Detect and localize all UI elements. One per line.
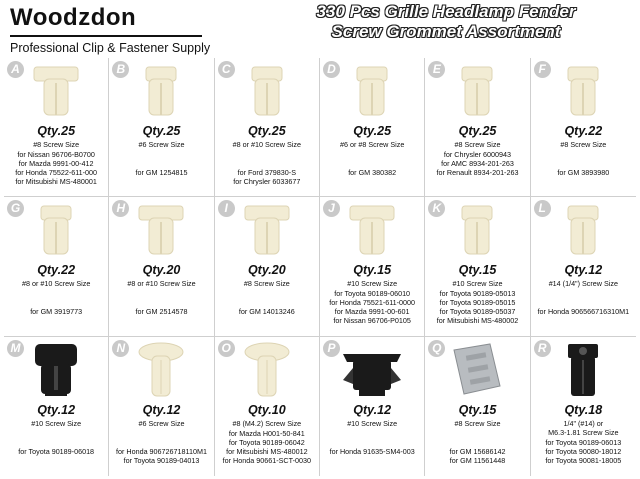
part-letter-badge: M [7, 340, 24, 357]
part-quantity: Qty.15 [458, 263, 497, 278]
fitment-line: for Toyota 90189-05037 [439, 307, 516, 317]
fitment-list [4, 447, 108, 456]
part-letter-badge: D [323, 61, 340, 78]
part-cell-p [320, 337, 425, 476]
fitment-list [109, 307, 213, 316]
screw-size [215, 279, 319, 288]
fitment-line: for GM 2514578 [135, 307, 188, 317]
screw-size [215, 140, 319, 149]
fitment-list [109, 168, 213, 177]
fitment-line: for AMC 8934-201-263 [441, 159, 514, 168]
part-cell-e [425, 58, 530, 197]
fitment-line: for Honda 75521-611-0000 [329, 298, 416, 308]
screw-size [425, 419, 529, 428]
fitment-line: for Toyota 90189-05015 [439, 298, 516, 308]
fitment-list [4, 307, 108, 316]
screw-size [4, 279, 108, 288]
part-letter-badge: G [7, 200, 24, 217]
part-quantity: Qty.25 [353, 124, 392, 138]
screw-size-line: #8 Screw Size [454, 140, 501, 149]
screw-size-line: M6.3-1.81 Screw Size [548, 427, 619, 437]
fitment-line: for Honda 90661-SCT-0030 [222, 455, 311, 465]
part-cell-r [531, 337, 636, 476]
part-quantity: Qty.15 [458, 402, 497, 417]
part-quantity: Qty.12 [37, 402, 76, 417]
screw-size [320, 140, 424, 149]
fitment-line: for GM 1254815 [135, 168, 188, 177]
part-quantity: Qty.22 [564, 124, 603, 138]
part-cell-f [531, 58, 636, 197]
screw-size-line: #6 or #8 Screw Size [340, 140, 405, 149]
screw-size [531, 140, 636, 149]
brand-block [10, 4, 210, 55]
screw-size-line: #8 (M4.2) Screw Size [232, 418, 302, 428]
screw-size [4, 419, 108, 428]
fitment-line: for Toyota 90189-06010 [334, 289, 411, 299]
part-quantity: Qty.25 [37, 124, 76, 138]
fitment-list [425, 447, 529, 465]
fitment-line: for GM 380382 [348, 168, 397, 177]
fitment-line: for Honda 75522-611-000 [15, 168, 98, 177]
screw-size-line: #6 Screw Size [138, 140, 185, 149]
screw-size-line: 1/4" (#14) or [563, 418, 604, 428]
part-quantity: Qty.18 [564, 402, 603, 417]
part-quantity: Qty.25 [142, 124, 181, 138]
part-letter-badge: P [323, 340, 340, 357]
fitment-line: for Honda 906726718110M1 [116, 446, 207, 456]
screw-size [531, 279, 636, 288]
fitment-line: for Toyota 90189-04013 [123, 455, 200, 465]
screw-size-line: #10 Screw Size [347, 279, 398, 289]
part-quantity: Qty.22 [37, 263, 76, 278]
fitment-line: for Toyota 90189-06018 [18, 446, 95, 456]
fitment-list [4, 150, 108, 186]
part-cell-g [4, 197, 109, 336]
part-cell-n [109, 337, 214, 476]
fitment-line: for Mazda 9991-00-601 [334, 307, 410, 317]
part-cell-a [4, 58, 109, 197]
part-letter-badge: B [112, 61, 129, 78]
part-letter-badge: H [112, 200, 129, 217]
header [0, 0, 640, 58]
part-letter-badge: J [323, 200, 340, 217]
part-cell-b [109, 58, 214, 197]
fitment-list [215, 429, 319, 465]
fitment-list [215, 307, 319, 316]
part-quantity: Qty.25 [247, 124, 286, 138]
part-quantity: Qty.12 [564, 263, 603, 278]
part-cell-d [320, 58, 425, 197]
screw-size-line: #8 Screw Size [33, 140, 80, 149]
parts-grid [4, 58, 636, 476]
fitment-line: for GM 15686142 [449, 446, 506, 456]
part-cell-o [215, 337, 320, 476]
screw-size-line: #10 Screw Size [347, 418, 398, 428]
screw-size-line: #8 Screw Size [560, 140, 607, 149]
part-letter-badge: O [218, 340, 235, 357]
fitment-line: for Mitsubishi MS-480012 [226, 446, 308, 456]
screw-size [109, 419, 213, 428]
fitment-line: for GM 3919773 [30, 307, 83, 317]
screw-size [425, 279, 529, 288]
part-letter-badge: C [218, 61, 235, 78]
fitment-line: for Nissan 96706-B0700 [17, 150, 95, 159]
fitment-line: for GM 14013246 [238, 307, 295, 317]
part-quantity: Qty.12 [142, 402, 181, 417]
part-quantity: Qty.25 [458, 124, 497, 138]
fitment-list [320, 447, 424, 456]
part-quantity: Qty.20 [142, 263, 181, 278]
screw-size-line: #10 Screw Size [452, 279, 503, 289]
fitment-list [215, 168, 319, 186]
screw-size-line: #8 Screw Size [243, 279, 290, 289]
part-letter-badge: E [428, 61, 445, 78]
fitment-list [109, 447, 213, 465]
screw-size [320, 279, 424, 288]
fitment-line: for Honda 91635-SM4-003 [329, 446, 415, 456]
screw-size-line: #8 Screw Size [454, 418, 501, 428]
brand-name: Woodzdon [10, 4, 137, 31]
screw-size-line: #8 or #10 Screw Size [232, 140, 301, 149]
fitment-line: for Toyota 90189-06042 [228, 437, 305, 447]
screw-size [425, 140, 529, 149]
fitment-line: for Ford 379830-S [237, 168, 296, 177]
fitment-line: for GM 11561448 [449, 455, 506, 465]
fitment-list [531, 438, 636, 465]
part-letter-badge: L [534, 200, 551, 217]
fitment-line: for Mazda H001-50-841 [228, 428, 305, 438]
fitment-line: for Toyota 90189-06013 [545, 437, 622, 447]
title-line-2: Screw Grommet Assortment [331, 22, 561, 41]
fitment-line: for Mitsubishi MS-480001 [15, 177, 97, 186]
screw-size-line: #8 or #10 Screw Size [22, 279, 91, 289]
screw-size-line: #6 Screw Size [138, 418, 185, 428]
fitment-line: for GM 3893980 [557, 168, 610, 177]
brand-tagline: Professional Clip & Fastener Supply [10, 41, 211, 55]
screw-size [109, 140, 213, 149]
part-cell-c [215, 58, 320, 197]
part-letter-badge: A [7, 61, 24, 78]
part-quantity: Qty.12 [353, 402, 392, 417]
fitment-line: for Toyota 90080-18012 [545, 446, 622, 456]
fitment-line: for Toyota 90189-05013 [439, 289, 516, 299]
part-letter-badge: N [112, 340, 129, 357]
part-quantity: Qty.15 [353, 263, 392, 278]
brand-divider [10, 35, 202, 37]
fitment-line: for Mazda 9991-00-412 [18, 159, 94, 168]
screw-size-line: #14 (1/4") Screw Size [548, 279, 618, 289]
fitment-line: for Toyota 90081-18005 [545, 455, 622, 465]
title-line-1: 330 Pcs Grille Headlamp Fender [316, 2, 576, 21]
part-letter-badge: Q [428, 340, 445, 357]
fitment-list [425, 150, 529, 177]
fitment-list [531, 168, 636, 177]
part-cell-l [531, 197, 636, 336]
part-cell-m [4, 337, 109, 476]
fitment-line: for Nissan 96706-P0105 [333, 316, 411, 326]
part-quantity: Qty.20 [247, 263, 286, 278]
part-cell-q [425, 337, 530, 476]
fitment-line: for Mitsubishi MS-480002 [436, 316, 519, 326]
screw-size-line: #10 Screw Size [31, 418, 82, 428]
part-cell-h [109, 197, 214, 336]
fitment-list [425, 289, 529, 325]
part-letter-badge: R [534, 340, 551, 357]
fitment-list [320, 289, 424, 325]
part-letter-badge: K [428, 200, 445, 217]
screw-size [109, 279, 213, 288]
part-cell-k [425, 197, 530, 336]
screw-size [531, 419, 636, 437]
fitment-list [531, 307, 636, 316]
part-letter-badge: I [218, 200, 235, 217]
fitment-line: for Renault 8934-201-263 [436, 168, 519, 177]
part-cell-i [215, 197, 320, 336]
screw-size [215, 419, 319, 428]
screw-size-line: #8 or #10 Screw Size [127, 279, 196, 289]
part-quantity: Qty.10 [247, 402, 286, 417]
fitment-list [320, 168, 424, 177]
screw-size [320, 419, 424, 428]
part-letter-badge: F [534, 61, 551, 78]
fitment-line: for Chrysler 6000943 [443, 150, 512, 159]
part-cell-j [320, 197, 425, 336]
fitment-line: for Chrysler 6033677 [233, 177, 301, 186]
fitment-line: for Honda 906566716310M1 [537, 307, 630, 317]
screw-size [4, 140, 108, 149]
product-title [296, 2, 596, 42]
